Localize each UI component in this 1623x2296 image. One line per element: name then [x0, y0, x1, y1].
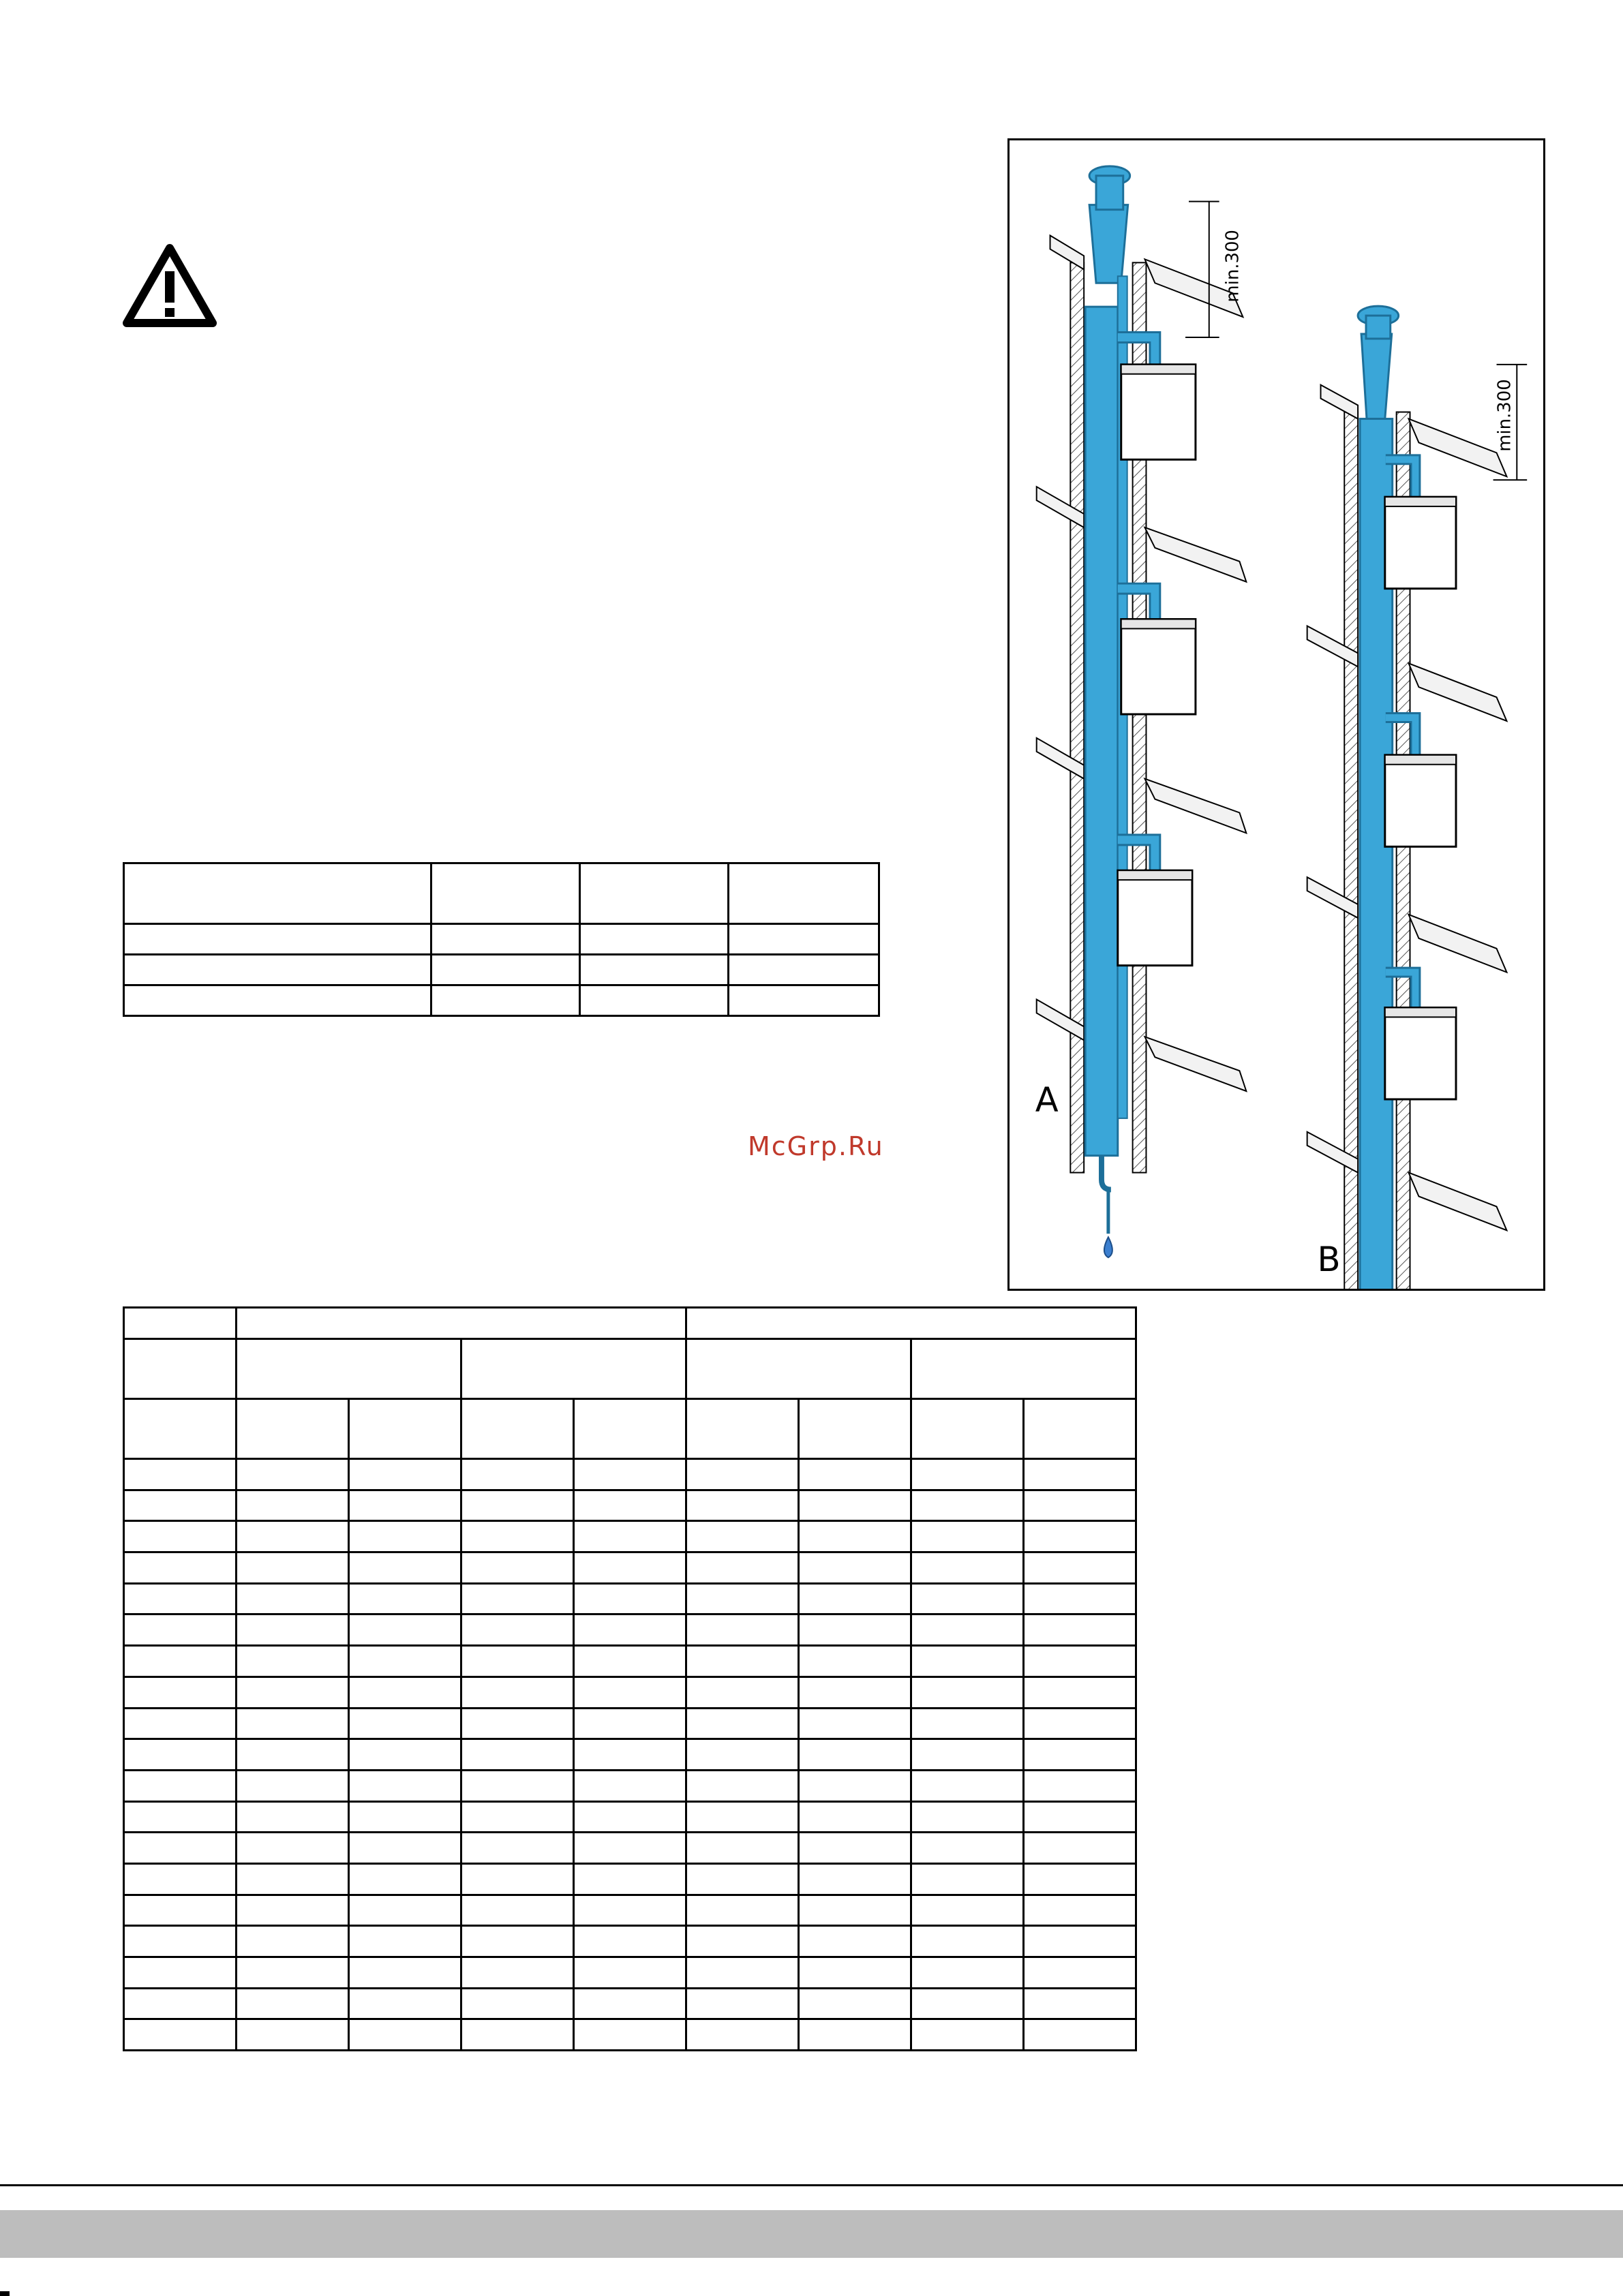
- table-cell: [237, 1490, 349, 1521]
- assembly-b: [1307, 306, 1528, 1289]
- table-cell: [461, 1677, 574, 1708]
- table-cell: [461, 1646, 574, 1677]
- table-cell: [461, 1833, 574, 1864]
- table-row: [124, 1739, 1136, 1771]
- table-cell: [574, 1708, 686, 1739]
- table-cell: [911, 1863, 1024, 1895]
- table-cell: [911, 1490, 1024, 1521]
- table-cell: [461, 1521, 574, 1552]
- table-cell: [574, 2019, 686, 2051]
- table-cell: [911, 1988, 1024, 2019]
- table-cell: [1024, 1926, 1136, 1957]
- table-row: [124, 1988, 1136, 2019]
- table-cell: [349, 1708, 461, 1739]
- table-cell: [237, 1926, 349, 1957]
- table-cell: [1024, 1614, 1136, 1646]
- table-cell: [574, 1926, 686, 1957]
- table-cell: [574, 1459, 686, 1490]
- table-cell: [461, 1926, 574, 1957]
- table-cell: [574, 1957, 686, 1989]
- table-cell: [461, 1708, 574, 1739]
- table-cell: [237, 1895, 349, 1926]
- table-cell: [349, 1677, 461, 1708]
- table-cell: [686, 1957, 799, 1989]
- table-cell: [911, 1677, 1024, 1708]
- table-cell: [686, 1521, 799, 1552]
- table-cell: [461, 1583, 574, 1614]
- table-row: [124, 1833, 1136, 1864]
- table-cell: [461, 1552, 574, 1584]
- table-cell: [799, 1459, 911, 1490]
- table-cell: [574, 1895, 686, 1926]
- table-cell: [237, 1459, 349, 1490]
- table-cell: [349, 1833, 461, 1864]
- table-row: [124, 1863, 1136, 1895]
- table-row: [124, 1770, 1136, 1801]
- table-cell: [911, 1583, 1024, 1614]
- table-row: [124, 1459, 1136, 1490]
- table-cell: [124, 1770, 237, 1801]
- table-cell: [237, 1677, 349, 1708]
- table-row: [124, 1677, 1136, 1708]
- table-cell: [124, 1521, 237, 1552]
- table-cell: [911, 1895, 1024, 1926]
- table-cell: [461, 2019, 574, 2051]
- table-cell: [124, 1459, 237, 1490]
- table-cell: [349, 1614, 461, 1646]
- table-cell: [237, 1583, 349, 1614]
- table-row: [124, 985, 879, 1016]
- table-row: [124, 1895, 1136, 1926]
- table-cell: [686, 1895, 799, 1926]
- table-cell: [911, 1521, 1024, 1552]
- table-cell: [124, 1801, 237, 1833]
- table-cell: [124, 1708, 237, 1739]
- table-cell: [686, 1739, 799, 1771]
- table-cell: [799, 1583, 911, 1614]
- table-cell: [911, 1459, 1024, 1490]
- table-cell: [237, 1708, 349, 1739]
- table-cell: [911, 1614, 1024, 1646]
- table-cell: [686, 1490, 799, 1521]
- table-row: [124, 2019, 1136, 2051]
- table-cell: [124, 1646, 237, 1677]
- table-cell: [686, 1459, 799, 1490]
- table-cell: [461, 1863, 574, 1895]
- table-cell: [686, 1614, 799, 1646]
- table-cell: [799, 1770, 911, 1801]
- table-cell: [349, 1521, 461, 1552]
- table-cell: [1024, 1708, 1136, 1739]
- table-cell: [1024, 1490, 1136, 1521]
- table-cell: [349, 1895, 461, 1926]
- table-row: [124, 1614, 1136, 1646]
- table-cell: [574, 1677, 686, 1708]
- footer-divider: [0, 2184, 1623, 2186]
- table-cell: [124, 1926, 237, 1957]
- table-cell: [237, 1801, 349, 1833]
- table-header-row: [124, 863, 879, 924]
- figure-label-a: A: [1035, 1080, 1059, 1120]
- table-cell: [1024, 1895, 1136, 1926]
- flue-system-figure: [1007, 138, 1545, 1291]
- table-cell: [574, 1833, 686, 1864]
- table-cell: [124, 1490, 237, 1521]
- table-cell: [799, 1739, 911, 1771]
- table-cell: [686, 1646, 799, 1677]
- table-cell: [349, 1459, 461, 1490]
- table-cell: [1024, 1583, 1136, 1614]
- table-cell: [1024, 1552, 1136, 1584]
- table-cell: [237, 1552, 349, 1584]
- table-cell: [799, 1677, 911, 1708]
- table-cell: [1024, 1833, 1136, 1864]
- specification-table-small: [123, 862, 880, 1017]
- assembly-a: [1037, 166, 1247, 1257]
- table-cell: [124, 1895, 237, 1926]
- table-row: [124, 1708, 1136, 1739]
- table-cell: [686, 1926, 799, 1957]
- table-cell: [461, 1988, 574, 2019]
- table-cell: [799, 1708, 911, 1739]
- table-cell: [1024, 1739, 1136, 1771]
- table-cell: [911, 1957, 1024, 1989]
- table-cell: [349, 1490, 461, 1521]
- table-cell: [124, 1833, 237, 1864]
- table-row: [124, 1926, 1136, 1957]
- table-cell: [1024, 2019, 1136, 2051]
- table-cell: [237, 1646, 349, 1677]
- table-row: [124, 1490, 1136, 1521]
- table-cell: [237, 1957, 349, 1989]
- figure-label-b: B: [1317, 1239, 1341, 1280]
- table-cell: [124, 1677, 237, 1708]
- table-cell: [911, 1739, 1024, 1771]
- table-cell: [799, 2019, 911, 2051]
- table-cell: [1024, 1677, 1136, 1708]
- table-header-row: [124, 1308, 1136, 1339]
- table-cell: [686, 1833, 799, 1864]
- table-cell: [911, 1926, 1024, 1957]
- table-cell: [911, 1833, 1024, 1864]
- table-cell: [237, 1739, 349, 1771]
- table-cell: [237, 1521, 349, 1552]
- corner-mark: [0, 2291, 10, 2296]
- table-cell: [799, 1552, 911, 1584]
- table-cell: [574, 1739, 686, 1771]
- table-cell: [349, 1863, 461, 1895]
- dimension-label-a: min.300: [1222, 230, 1243, 303]
- table-cell: [574, 1863, 686, 1895]
- table-row: [124, 1957, 1136, 1989]
- table-cell: [686, 2019, 799, 2051]
- table-cell: [124, 1863, 237, 1895]
- table-header-row: [124, 1339, 1136, 1399]
- table-cell: [349, 1957, 461, 1989]
- dimension-label-b: min.300: [1494, 379, 1515, 452]
- table-cell: [799, 1614, 911, 1646]
- table-cell: [349, 2019, 461, 2051]
- table-cell: [349, 1739, 461, 1771]
- table-row: [124, 1583, 1136, 1614]
- table-cell: [799, 1490, 911, 1521]
- table-cell: [799, 1646, 911, 1677]
- footer-band: [0, 2210, 1623, 2258]
- table-cell: [1024, 1957, 1136, 1989]
- table-row: [124, 1801, 1136, 1833]
- table-cell: [237, 1833, 349, 1864]
- watermark: McGrp.Ru: [748, 1131, 884, 1161]
- table-cell: [349, 1988, 461, 2019]
- table-cell: [574, 1583, 686, 1614]
- table-cell: [799, 1863, 911, 1895]
- table-cell: [686, 1863, 799, 1895]
- table-cell: [461, 1614, 574, 1646]
- table-cell: [237, 1614, 349, 1646]
- table-cell: [1024, 1770, 1136, 1801]
- table-cell: [911, 1708, 1024, 1739]
- table-cell: [574, 1490, 686, 1521]
- table-cell: [461, 1895, 574, 1926]
- table-cell: [799, 1521, 911, 1552]
- table-cell: [237, 2019, 349, 2051]
- table-cell: [686, 1988, 799, 2019]
- table-cell: [461, 1490, 574, 1521]
- table-cell: [1024, 1459, 1136, 1490]
- specification-table-large: [123, 1306, 1137, 2051]
- table-cell: [686, 1677, 799, 1708]
- table-cell: [124, 2019, 237, 2051]
- table-cell: [124, 1583, 237, 1614]
- table-cell: [461, 1770, 574, 1801]
- table-cell: [574, 1646, 686, 1677]
- table-cell: [349, 1583, 461, 1614]
- table-row: [124, 1646, 1136, 1677]
- table-cell: [349, 1926, 461, 1957]
- table-row: [124, 1552, 1136, 1584]
- table-cell: [349, 1552, 461, 1584]
- table-cell: [911, 1646, 1024, 1677]
- table-cell: [349, 1646, 461, 1677]
- table-cell: [237, 1770, 349, 1801]
- table-cell: [349, 1801, 461, 1833]
- table-cell: [124, 1739, 237, 1771]
- table-row: [124, 924, 879, 955]
- table-cell: [124, 1552, 237, 1584]
- table-cell: [799, 1895, 911, 1926]
- table-cell: [349, 1770, 461, 1801]
- table-cell: [799, 1926, 911, 1957]
- table-cell: [574, 1988, 686, 2019]
- table-cell: [686, 1708, 799, 1739]
- table-cell: [799, 1988, 911, 2019]
- table-cell: [799, 1957, 911, 1989]
- table-cell: [911, 1552, 1024, 1584]
- table-header-row: [124, 1399, 1136, 1459]
- table-cell: [124, 1957, 237, 1989]
- table-cell: [574, 1552, 686, 1584]
- table-cell: [237, 1863, 349, 1895]
- table-cell: [686, 1583, 799, 1614]
- table-cell: [237, 1988, 349, 2019]
- table-cell: [911, 1801, 1024, 1833]
- table-cell: [1024, 1646, 1136, 1677]
- table-cell: [124, 1614, 237, 1646]
- table-cell: [461, 1459, 574, 1490]
- table-cell: [686, 1770, 799, 1801]
- table-cell: [686, 1552, 799, 1584]
- table-cell: [574, 1801, 686, 1833]
- table-cell: [1024, 1988, 1136, 2019]
- table-cell: [461, 1957, 574, 1989]
- table-cell: [461, 1739, 574, 1771]
- table-row: [124, 955, 879, 985]
- table-cell: [574, 1521, 686, 1552]
- table-cell: [911, 1770, 1024, 1801]
- warning-triangle-icon: [121, 243, 218, 330]
- table-row: [124, 1521, 1136, 1552]
- table-cell: [1024, 1863, 1136, 1895]
- table-cell: [124, 1988, 237, 2019]
- table-cell: [911, 2019, 1024, 2051]
- table-cell: [686, 1801, 799, 1833]
- table-cell: [574, 1770, 686, 1801]
- table-cell: [799, 1801, 911, 1833]
- table-cell: [1024, 1801, 1136, 1833]
- table-cell: [1024, 1521, 1136, 1552]
- table-cell: [574, 1614, 686, 1646]
- table-cell: [461, 1801, 574, 1833]
- table-cell: [799, 1833, 911, 1864]
